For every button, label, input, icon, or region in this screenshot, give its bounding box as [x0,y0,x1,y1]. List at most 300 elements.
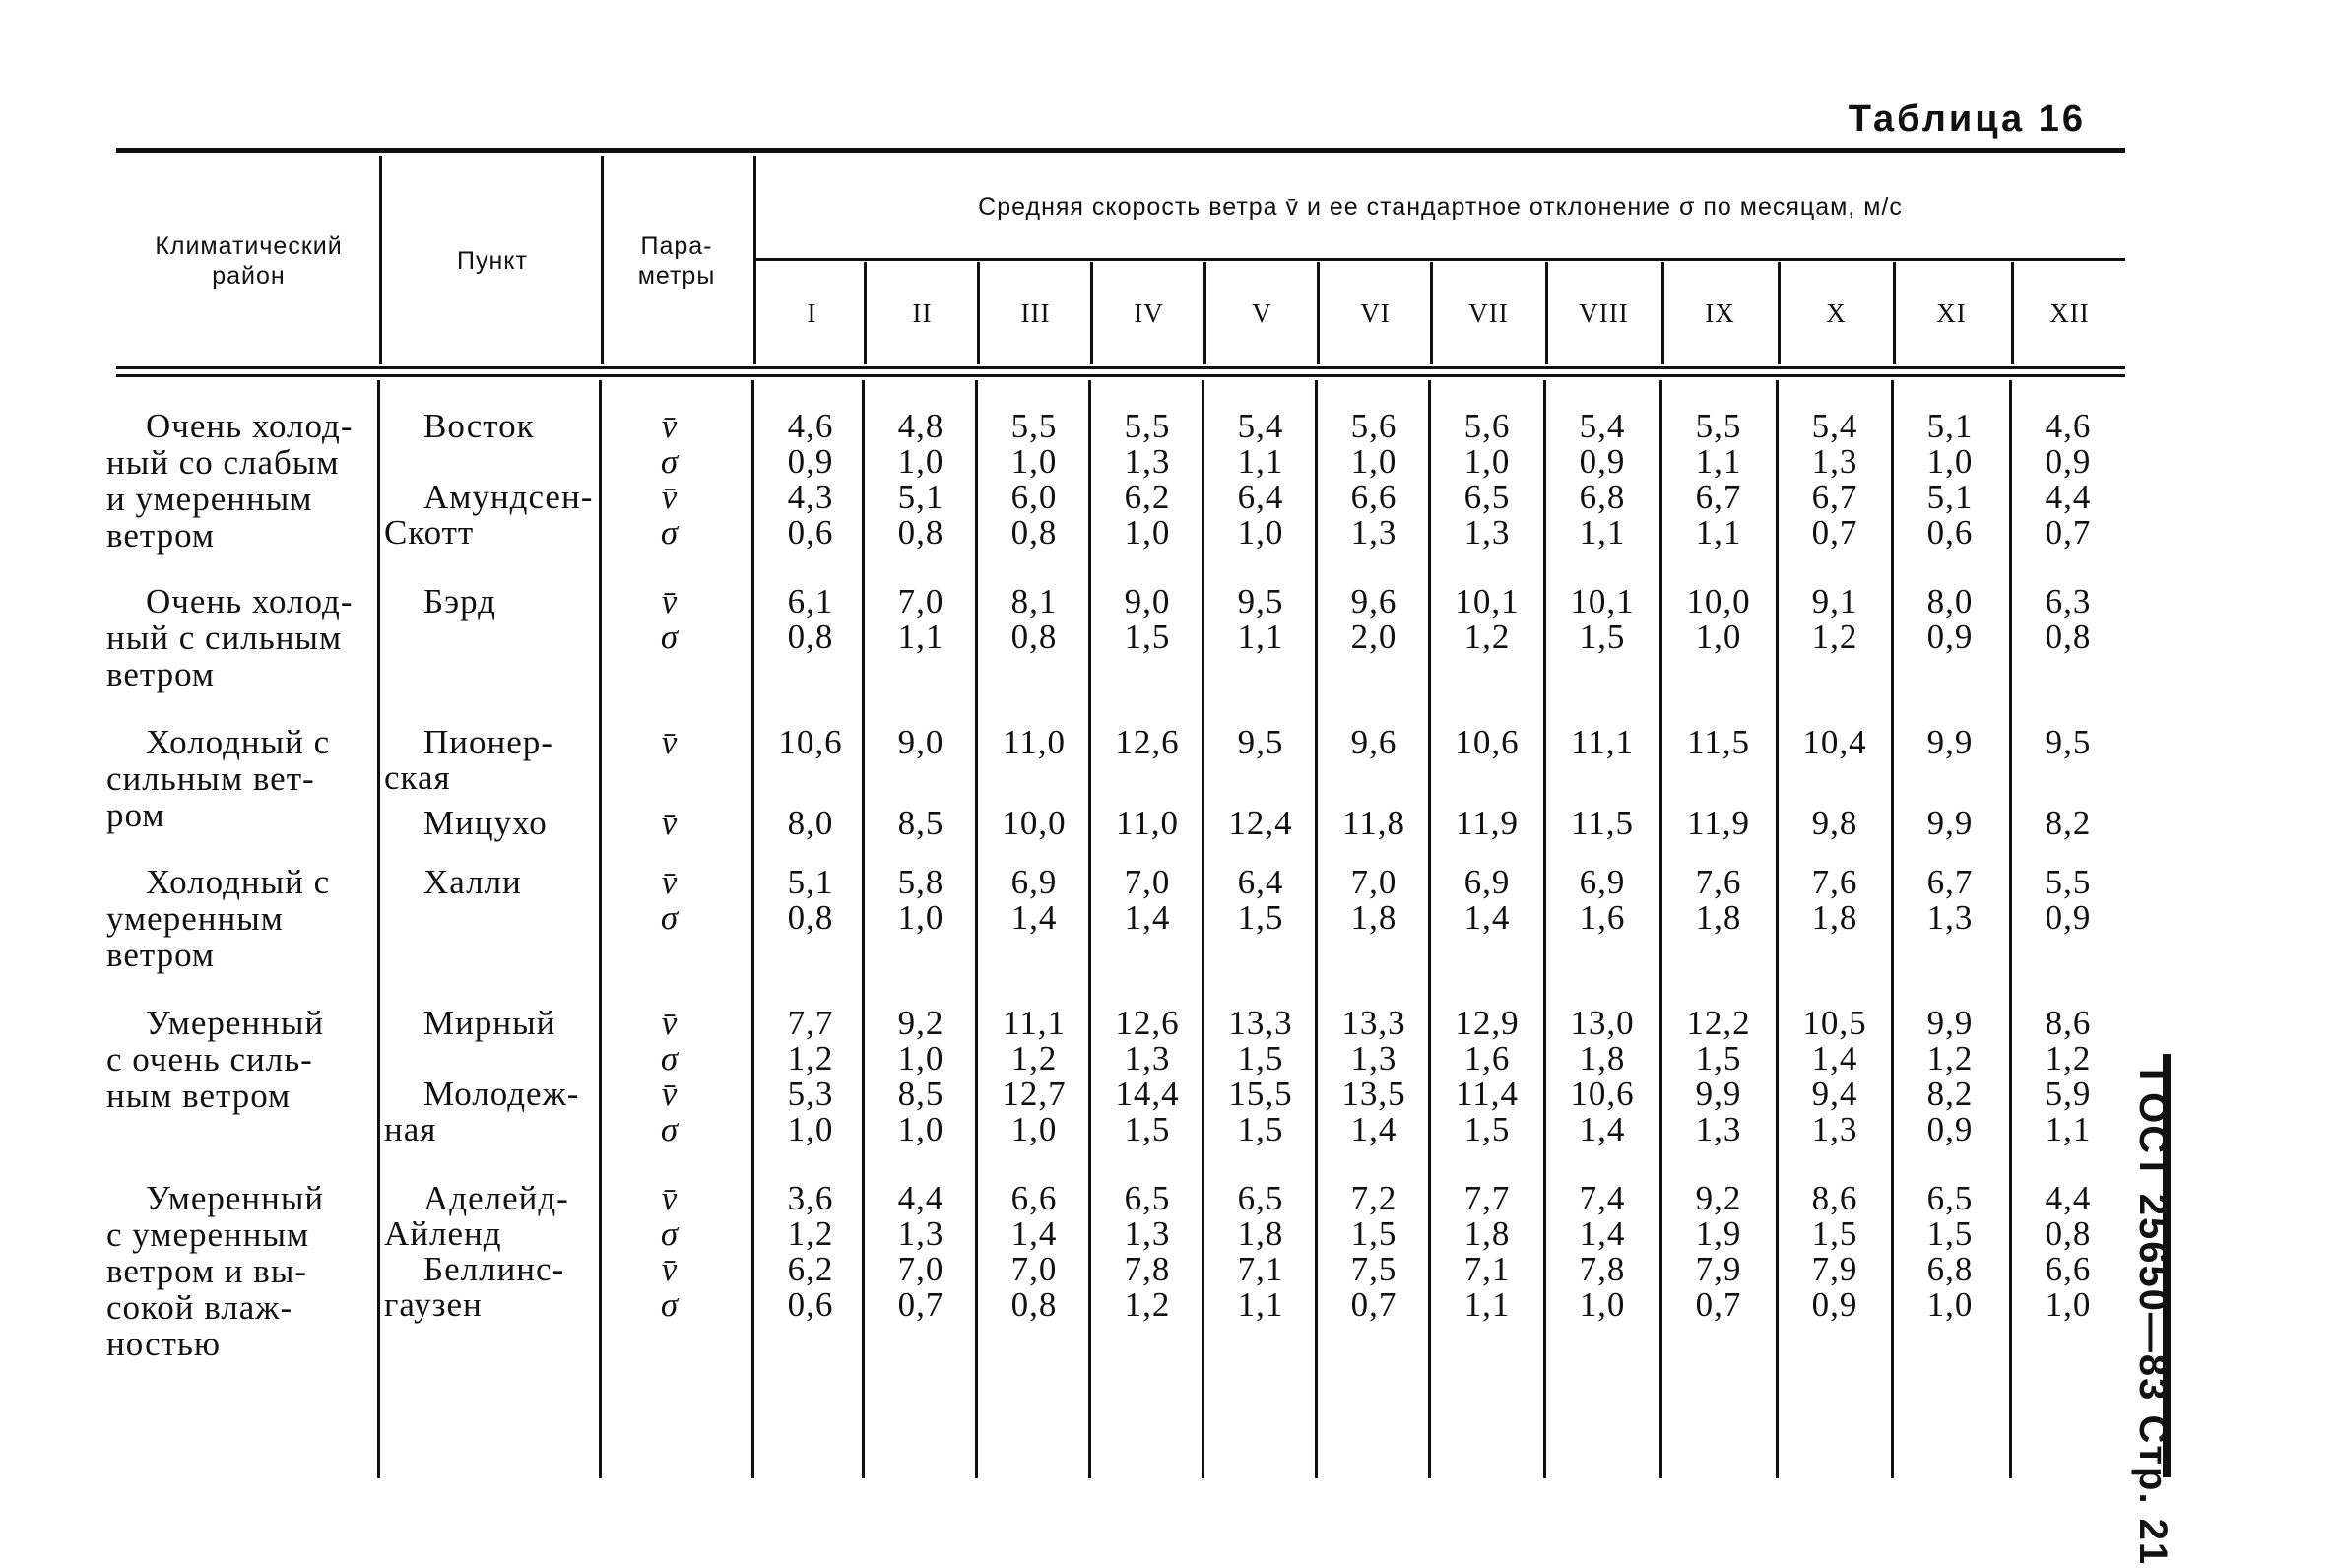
value-cell: 1,0 [1010,442,1058,481]
param-symbol: σ [660,898,680,937]
value-cell: 1,6 [1579,898,1626,937]
column-line [379,156,382,364]
place-name: ская [384,758,451,797]
column-line [1315,380,1318,1478]
param-symbol: v̄ [661,1179,679,1217]
value-cell: 1,5 [1579,618,1626,656]
month-header: V [1252,298,1272,328]
value-cell: 1,4 [1350,1110,1397,1148]
value-cell: 1,8 [1237,1214,1284,1253]
region-line: с умеренным [106,1215,310,1254]
value-cell: 10,6 [1455,723,1520,761]
value-cell: 1,0 [1926,442,1974,481]
value-cell: 9,2 [897,1004,944,1042]
value-cell: 7,4 [1579,1179,1626,1217]
header-region: Климатический район [155,232,343,290]
value-cell: 6,2 [787,1250,834,1288]
value-cell: 8,0 [787,804,834,842]
month-header: II [912,298,933,328]
value-cell: 12,6 [1115,1004,1180,1042]
value-cell: 4,4 [2045,478,2092,516]
value-cell: 13,3 [1228,1004,1293,1042]
value-cell: 9,1 [1811,582,1858,621]
value-cell: 0,9 [2045,442,2092,481]
column-line [864,262,867,364]
place-name: Мирный [423,1004,556,1042]
header-span: Средняя скорость ветра v̄ и ее стандартное отклонение σ по месяцам, м/с [978,193,1903,221]
column-line [2009,380,2012,1478]
value-cell: 1,1 [1237,618,1284,656]
value-cell: 8,6 [2045,1004,2092,1042]
value-cell: 0,8 [2045,618,2092,656]
column-line [377,380,380,1478]
column-line [751,380,754,1478]
value-cell: 0,8 [2045,1214,2092,1253]
value-cell: 1,4 [1010,898,1058,937]
value-cell: 9,9 [1695,1075,1742,1113]
value-cell: 1,2 [1010,1039,1058,1078]
month-header: VII [1468,298,1509,328]
value-cell: 9,6 [1350,723,1397,761]
value-cell: 6,5 [1237,1179,1284,1217]
value-cell: 1,5 [1463,1110,1511,1148]
value-cell: 6,5 [1124,1179,1171,1217]
value-cell: 4,3 [787,478,834,516]
value-cell: 10,6 [1570,1075,1635,1113]
value-cell: 1,4 [1579,1214,1626,1253]
value-cell: 6,1 [787,582,834,621]
value-cell: 1,0 [897,442,944,481]
value-cell: 1,1 [2045,1110,2092,1148]
value-cell: 1,0 [1237,513,1284,552]
value-cell: 10,1 [1570,582,1635,621]
value-cell: 7,8 [1124,1250,1171,1288]
value-cell: 7,7 [787,1004,834,1042]
value-cell: 1,0 [787,1110,834,1148]
value-cell: 4,4 [2045,1179,2092,1217]
value-cell: 7,5 [1350,1250,1397,1288]
region-line: с очень силь- [106,1040,313,1078]
value-cell: 6,5 [1926,1179,1974,1217]
value-cell: 6,7 [1811,478,1858,516]
value-cell: 1,8 [1350,898,1397,937]
region-line: и умеренным [106,480,313,518]
region-line: умеренным [106,899,284,938]
value-cell: 8,5 [897,804,944,842]
value-cell: 6,6 [1350,478,1397,516]
value-cell: 1,6 [1463,1039,1511,1078]
value-cell: 5,5 [1695,407,1742,445]
region-line: Умеренный [146,1179,325,1217]
value-cell: 0,6 [1926,513,1974,552]
place-name: Скотт [384,513,475,552]
value-cell: 1,3 [1811,442,1858,481]
value-cell: 0,7 [1811,513,1858,552]
value-cell: 9,9 [1926,1004,1974,1042]
value-cell: 0,8 [897,513,944,552]
value-cell: 5,6 [1350,407,1397,445]
value-cell: 5,5 [2045,863,2092,901]
value-cell: 4,6 [2045,407,2092,445]
value-cell: 9,0 [897,723,944,761]
value-cell: 0,6 [787,513,834,552]
value-cell: 0,8 [787,898,834,937]
place-name: Бэрд [423,582,496,621]
value-cell: 10,6 [778,723,843,761]
value-cell: 7,6 [1695,863,1742,901]
value-cell: 8,2 [1926,1075,1974,1113]
column-line [2011,262,2014,364]
value-cell: 1,5 [1237,898,1284,937]
value-cell: 1,0 [897,1110,944,1148]
value-cell: 9,9 [1926,804,1974,842]
param-symbol: v̄ [661,804,679,842]
column-line [977,262,980,364]
value-cell: 1,0 [897,898,944,937]
value-cell: 1,9 [1695,1214,1742,1253]
value-cell: 9,8 [1811,804,1858,842]
value-cell: 7,1 [1237,1250,1284,1288]
region-line: Очень холод- [146,582,354,621]
value-cell: 7,0 [897,582,944,621]
param-symbol: σ [660,513,680,552]
value-cell: 12,4 [1228,804,1293,842]
value-cell: 5,5 [1010,407,1058,445]
param-symbol: v̄ [661,1250,679,1288]
column-line [1088,380,1091,1478]
value-cell: 1,5 [1350,1214,1397,1253]
value-cell: 1,5 [1124,618,1171,656]
region-line: Умеренный [146,1004,325,1042]
value-cell: 9,4 [1811,1075,1858,1113]
value-cell: 5,1 [1926,407,1974,445]
header-sub-rule [756,258,2125,261]
value-cell: 1,5 [1237,1110,1284,1148]
value-cell: 11,9 [1456,804,1519,842]
value-cell: 9,6 [1350,582,1397,621]
place-name: Мицухо [423,804,548,842]
param-symbol: σ [660,442,680,481]
place-name: ная [384,1110,437,1148]
value-cell: 5,1 [897,478,944,516]
value-cell: 1,3 [1350,513,1397,552]
region-line: сокой влаж- [106,1288,293,1327]
value-cell: 1,1 [1695,513,1742,552]
value-cell: 1,3 [897,1214,944,1253]
column-line [601,156,604,364]
value-cell: 0,9 [1926,618,1974,656]
value-cell: 10,5 [1802,1004,1867,1042]
column-line [1776,380,1779,1478]
param-symbol: v̄ [661,407,679,445]
value-cell: 0,7 [1695,1285,1742,1324]
value-cell: 1,0 [1926,1285,1974,1324]
value-cell: 0,9 [2045,898,2092,937]
value-cell: 5,4 [1237,407,1284,445]
value-cell: 1,5 [1811,1214,1858,1253]
value-cell: 9,2 [1695,1179,1742,1217]
value-cell: 6,7 [1695,478,1742,516]
column-line [1202,380,1204,1478]
value-cell: 6,7 [1926,863,1974,901]
value-cell: 5,1 [787,863,834,901]
value-cell: 0,9 [1926,1110,1974,1148]
column-line [1317,262,1320,364]
value-cell: 1,3 [1124,1039,1171,1078]
place-name: Восток [423,407,535,445]
column-line [1090,262,1093,364]
value-cell: 1,2 [787,1039,834,1078]
value-cell: 1,8 [1579,1039,1626,1078]
value-cell: 1,0 [1463,442,1511,481]
value-cell: 5,3 [787,1075,834,1113]
value-cell: 6,4 [1237,863,1284,901]
value-cell: 6,2 [1124,478,1171,516]
value-cell: 5,5 [1124,407,1171,445]
value-cell: 7,0 [1010,1250,1058,1288]
value-cell: 1,2 [1926,1039,1974,1078]
month-header: XI [1936,298,1967,328]
region-line: Холодный с [146,863,331,901]
value-cell: 7,2 [1350,1179,1397,1217]
value-cell: 6,8 [1926,1250,1974,1288]
value-cell: 11,1 [1003,1004,1066,1042]
value-cell: 1,3 [1926,898,1974,937]
value-cell: 1,4 [1579,1110,1626,1148]
month-header: VI [1360,298,1391,328]
value-cell: 1,3 [1124,1214,1171,1253]
column-line [1891,380,1894,1478]
month-header: XII [2049,298,2090,328]
value-cell: 13,5 [1341,1075,1406,1113]
value-cell: 0,8 [787,618,834,656]
param-symbol: σ [660,1039,680,1078]
value-cell: 1,1 [1463,1285,1511,1324]
value-cell: 1,4 [1463,898,1511,937]
value-cell: 1,8 [1811,898,1858,937]
value-cell: 0,9 [787,442,834,481]
month-header: IV [1134,298,1164,328]
region-line: ный с сильным [106,619,343,657]
value-cell: 4,8 [897,407,944,445]
value-cell: 7,9 [1695,1250,1742,1288]
value-cell: 11,8 [1342,804,1405,842]
month-header: III [1020,298,1051,328]
value-cell: 6,9 [1010,863,1058,901]
value-cell: 5,9 [2045,1075,2092,1113]
param-symbol: v̄ [661,723,679,761]
value-cell: 9,5 [1237,582,1284,621]
column-line [1659,380,1662,1478]
value-cell: 11,0 [1116,804,1179,842]
param-symbol: v̄ [661,582,679,621]
value-cell: 9,5 [2045,723,2092,761]
region-line: ностью [106,1325,222,1363]
value-cell: 1,1 [1237,442,1284,481]
column-line [599,380,602,1478]
value-cell: 2,0 [1350,618,1397,656]
value-cell: 11,5 [1571,804,1634,842]
value-cell: 1,2 [1124,1285,1171,1324]
value-cell: 10,1 [1455,582,1520,621]
header-place: Пункт [457,247,528,275]
column-line [1430,262,1433,364]
value-cell: 11,9 [1687,804,1750,842]
value-cell: 8,5 [897,1075,944,1113]
value-cell: 6,8 [1579,478,1626,516]
value-cell: 1,8 [1463,1214,1511,1253]
value-cell: 7,0 [897,1250,944,1288]
region-line: ветром [106,936,216,974]
value-cell: 1,5 [1237,1039,1284,1078]
value-cell: 1,1 [897,618,944,656]
value-cell: 1,0 [1579,1285,1626,1324]
header-params: Пара- метры [637,232,716,290]
value-cell: 1,1 [1579,513,1626,552]
param-symbol: v̄ [661,1075,679,1113]
region-line: ром [106,796,165,834]
table-caption: Таблица 16 [1848,98,2086,140]
value-cell: 1,4 [1010,1214,1058,1253]
value-cell: 0,7 [1350,1285,1397,1324]
value-cell: 8,6 [1811,1179,1858,1217]
value-cell: 12,2 [1686,1004,1751,1042]
value-cell: 4,6 [787,407,834,445]
value-cell: 0,8 [1010,1285,1058,1324]
value-cell: 5,1 [1926,478,1974,516]
value-cell: 7,8 [1579,1250,1626,1288]
value-cell: 1,2 [787,1214,834,1253]
value-cell: 13,0 [1570,1004,1635,1042]
value-cell: 1,2 [1811,618,1858,656]
column-line [1203,262,1206,364]
value-cell: 1,3 [1695,1110,1742,1148]
value-cell: 11,0 [1003,723,1066,761]
value-cell: 1,0 [1124,513,1171,552]
param-symbol: v̄ [661,478,679,516]
value-cell: 6,6 [1010,1179,1058,1217]
value-cell: 7,6 [1811,863,1858,901]
column-line [1893,262,1896,364]
place-name: Молодеж- [423,1075,580,1113]
region-line: ветром [106,655,216,693]
header-bottom-rule-1 [116,366,2125,369]
value-cell: 10,0 [1002,804,1067,842]
value-cell: 10,4 [1802,723,1867,761]
month-header: IX [1705,298,1735,328]
value-cell: 1,5 [1124,1110,1171,1148]
value-cell: 11,4 [1456,1075,1519,1113]
value-cell: 12,9 [1455,1004,1520,1042]
place-name: Беллинс- [423,1250,565,1288]
value-cell: 1,8 [1695,898,1742,937]
value-cell: 9,9 [1926,723,1974,761]
value-cell: 0,8 [1010,618,1058,656]
column-line [1428,380,1431,1478]
value-cell: 5,4 [1579,407,1626,445]
value-cell: 14,4 [1115,1075,1180,1113]
value-cell: 12,7 [1002,1075,1067,1113]
value-cell: 12,6 [1115,723,1180,761]
value-cell: 1,1 [1695,442,1742,481]
region-line: ветром [106,516,216,555]
value-cell: 7,9 [1811,1250,1858,1288]
place-name: Пионер- [423,723,553,761]
place-name: Халли [423,863,522,901]
value-cell: 6,4 [1237,478,1284,516]
value-cell: 1,0 [1010,1110,1058,1148]
month-header: X [1826,298,1847,328]
param-symbol: v̄ [661,1004,679,1042]
value-cell: 8,2 [2045,804,2092,842]
value-cell: 1,3 [1463,513,1511,552]
value-cell: 13,3 [1341,1004,1406,1042]
column-line [1778,262,1781,364]
value-cell: 1,4 [1124,898,1171,937]
value-cell: 1,3 [1350,1039,1397,1078]
region-line: ным ветром [106,1077,292,1115]
value-cell: 1,0 [897,1039,944,1078]
param-symbol: σ [660,1110,680,1148]
value-cell: 6,9 [1579,863,1626,901]
value-cell: 7,0 [1350,863,1397,901]
region-line: сильным вет- [106,759,315,798]
value-cell: 9,0 [1124,582,1171,621]
param-symbol: σ [660,1214,680,1253]
place-name: Аделейд- [423,1179,569,1217]
value-cell: 1,2 [1463,618,1511,656]
value-cell: 5,8 [897,863,944,901]
value-cell: 7,7 [1463,1179,1511,1217]
side-label: ГОСТ 25650—83 Стр. 21 [2131,1069,2175,1567]
value-cell: 1,0 [2045,1285,2092,1324]
month-header: VIII [1579,298,1629,328]
value-cell: 6,0 [1010,478,1058,516]
value-cell: 0,6 [787,1285,834,1324]
value-cell: 1,0 [1350,442,1397,481]
place-name: Айленд [384,1214,502,1253]
value-cell: 0,8 [1010,513,1058,552]
region-line: Холодный с [146,723,331,761]
value-cell: 11,5 [1687,723,1750,761]
region-line: ный со слабым [106,443,340,482]
place-name: гаузен [384,1285,483,1324]
value-cell: 6,5 [1463,478,1511,516]
value-cell: 4,4 [897,1179,944,1217]
region-line: Очень холод- [146,407,354,445]
header-bottom-rule-2 [116,374,2125,377]
value-cell: 5,4 [1811,407,1858,445]
value-cell: 1,4 [1811,1039,1858,1078]
value-cell: 15,5 [1228,1075,1293,1113]
value-cell: 0,9 [1811,1285,1858,1324]
param-symbol: v̄ [661,863,679,901]
value-cell: 0,7 [2045,513,2092,552]
param-symbol: σ [660,618,680,656]
value-cell: 7,0 [1124,863,1171,901]
region-line: ветром и вы- [106,1252,307,1290]
column-line [1545,262,1548,364]
value-cell: 9,5 [1237,723,1284,761]
value-cell: 1,2 [2045,1039,2092,1078]
value-cell: 1,1 [1237,1285,1284,1324]
value-cell: 6,9 [1463,863,1511,901]
value-cell: 6,6 [2045,1250,2092,1288]
param-symbol: σ [660,1285,680,1324]
value-cell: 1,0 [1695,618,1742,656]
value-cell: 8,1 [1010,582,1058,621]
value-cell: 0,7 [897,1285,944,1324]
